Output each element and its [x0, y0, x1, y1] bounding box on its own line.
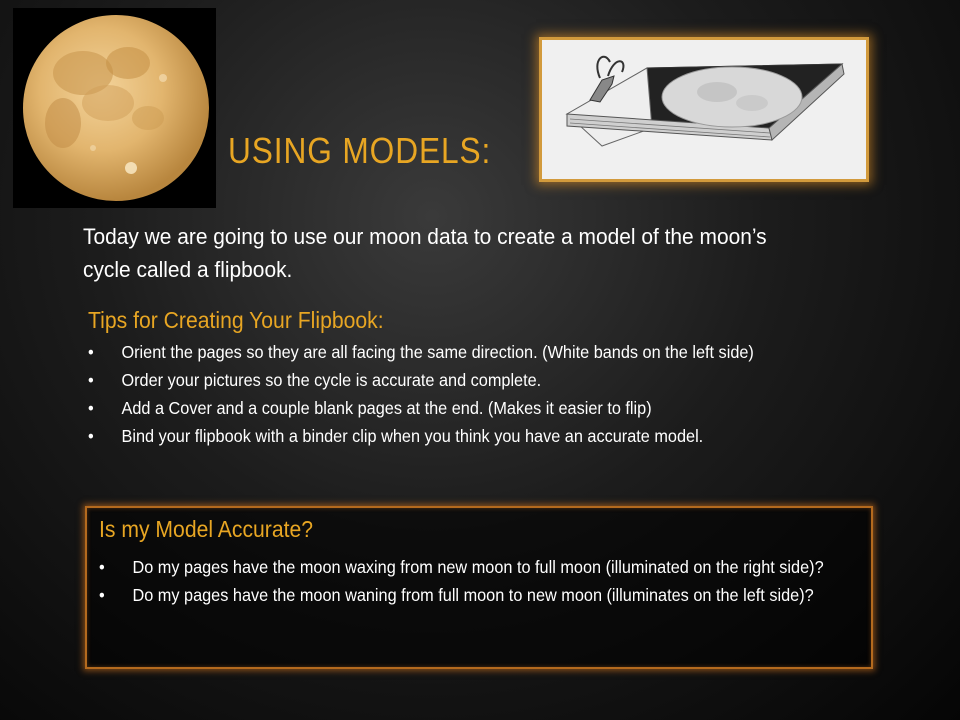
- bullet-icon: •: [88, 426, 94, 446]
- bullet-icon: •: [88, 398, 94, 418]
- tip-text: Order your pictures so the cycle is accurate and complete.: [121, 370, 542, 390]
- list-item: [99, 582, 843, 608]
- bullet-icon: •: [99, 585, 105, 605]
- question-text: Do my pages have the moon waxing from new moon to full moon (illuminated on the right side)?: [132, 557, 824, 577]
- full-moon-photo: [13, 8, 216, 208]
- flipbook-diagram: [539, 37, 869, 182]
- list-item: [99, 554, 843, 580]
- list-item: [88, 424, 832, 448]
- bullet-icon: •: [88, 370, 94, 390]
- tips-list: [88, 340, 832, 452]
- list-item: [88, 368, 832, 392]
- tips-heading: Tips for Creating Your Flipbook:: [88, 307, 384, 333]
- tip-text: Bind your flipbook with a binder clip when you think you have an accurate model.: [121, 426, 704, 446]
- list-item: [88, 396, 832, 420]
- list-item: [88, 340, 832, 364]
- question-text: Do my pages have the moon waning from full moon to new moon (illuminates on the left side)?: [132, 585, 814, 605]
- intro-paragraph: Today we are going to use our moon data to create a model of the moon’s cycle called a flipbook.: [83, 224, 767, 282]
- accuracy-box: [85, 506, 873, 669]
- bullet-icon: •: [99, 557, 105, 577]
- bullet-icon: •: [88, 342, 94, 362]
- accuracy-heading: Is my Model Accurate?: [99, 516, 314, 542]
- tip-text: Add a Cover and a couple blank pages at the end. (Makes it easier to flip): [121, 398, 652, 418]
- slide-title: USING MODELS:: [228, 130, 492, 171]
- tip-text: Orient the pages so they are all facing the same direction. (White bands on the left side): [121, 342, 754, 362]
- accuracy-list: [99, 554, 843, 610]
